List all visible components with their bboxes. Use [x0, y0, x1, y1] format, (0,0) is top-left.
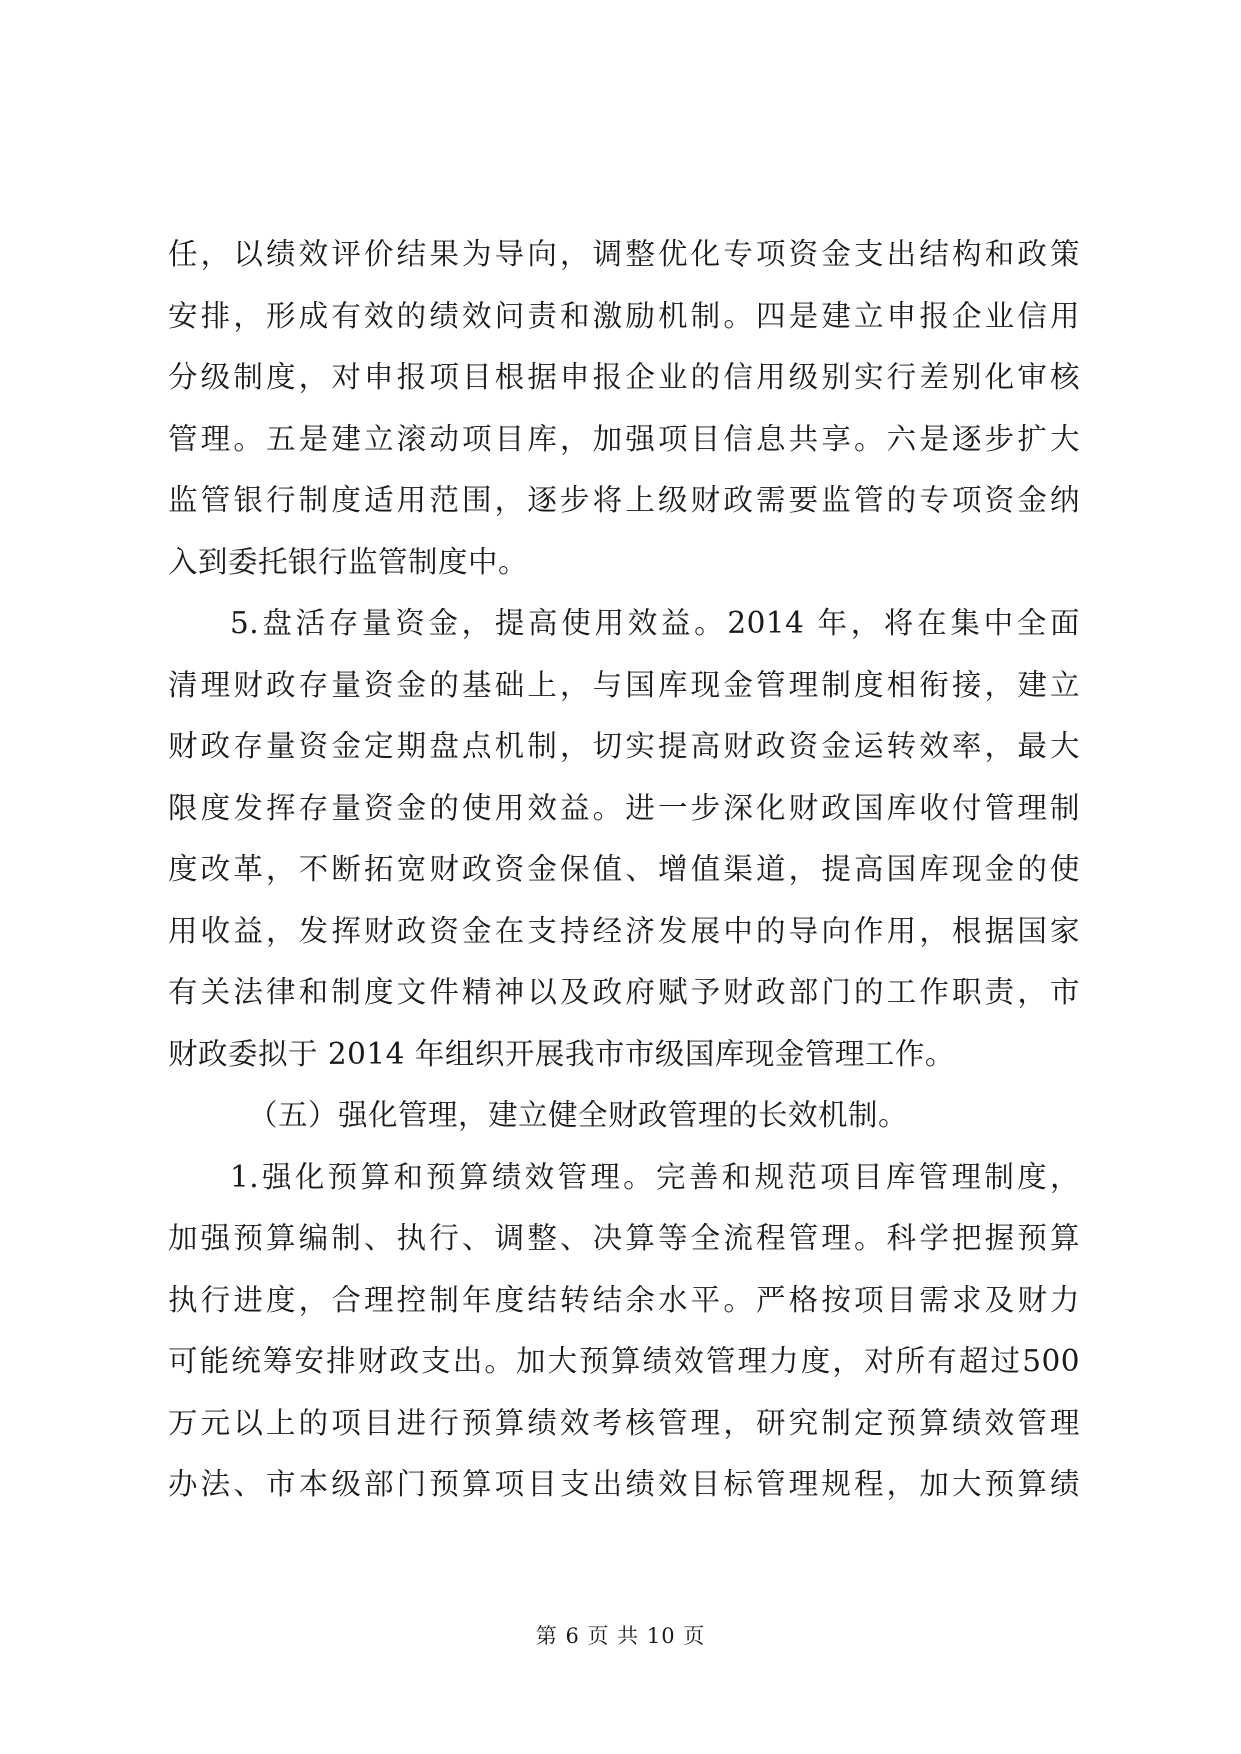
text-line: 5.盘活存量资金，提高使用效益。2014 年，将在集中全面 — [230, 606, 1080, 640]
text-line: 1.强化预算和预算绩效管理。完善和规范项目库管理制度， — [230, 1159, 1080, 1194]
text-line: 入到委托银行监管制度中。 — [168, 544, 529, 579]
text-line: 用收益，发挥财政资金在支持经济发展中的导向作用，根据国家 — [168, 913, 1080, 948]
text-line: 管理。五是建立滚动项目库，加强项目信息共享。六是逐步扩大 — [168, 421, 1080, 456]
text-line: 财政存量资金定期盘点机制，切实提高财政资金运转效率，最大 — [168, 729, 1080, 763]
text-line: 加强预算编制、执行、调整、决算等全流程管理。科学把握预算 — [168, 1221, 1080, 1255]
text-line: 监管银行制度适用范围，逐步将上级财政需要监管的专项资金纳 — [168, 483, 1080, 517]
text-line: 安排，形成有效的绩效问责和激励机制。四是建立申报企业信用 — [168, 298, 1080, 333]
text-line: 度改革，不断拓宽财政资金保值、增值渠道，提高国库现金的使 — [168, 852, 1080, 886]
text-line: 有关法律和制度文件精神以及政府赋予财政部门的工作职责，市 — [168, 975, 1080, 1009]
text-line: 可能统筹安排财政支出。加大预算绩效管理力度，对所有超过500 — [168, 1344, 1080, 1378]
text-line: 执行进度，合理控制年度结转结余水平。严格按项目需求及财力 — [168, 1282, 1080, 1317]
text-line: 清理财政存量资金的基础上，与国库现金管理制度相衔接，建立 — [168, 667, 1080, 702]
text-line: 万元以上的项目进行预算绩效考核管理，研究制定预算绩效管理 — [168, 1405, 1080, 1440]
text-line: 办法、市本级部门预算项目支出绩效目标管理规程，加大预算绩 — [168, 1467, 1080, 1501]
text-line: 分级制度，对申报项目根据申报企业的信用级别实行差别化审核 — [168, 360, 1080, 394]
text-line: 限度发挥存量资金的使用效益。进一步深化财政国库收付管理制 — [168, 790, 1080, 825]
paragraph-budget-management — [168, 1147, 1080, 1516]
text-line: 任，以绩效评价结果为导向，调整优化专项资金支出结构和政策 — [168, 237, 1080, 271]
paragraph-continuation — [168, 224, 1080, 593]
paragraph-revitalize-funds — [168, 593, 1080, 1085]
body-text — [168, 224, 1080, 1516]
section-heading — [168, 1085, 1080, 1147]
text-line: 财政委拟于 2014 年组织开展我市市级国库现金管理工作。 — [168, 1036, 955, 1071]
section-heading-text: （五）强化管理，建立健全财政管理的长效机制。 — [248, 1098, 909, 1132]
page-number-footer: 第 6 页 共 10 页 — [535, 1624, 706, 1648]
